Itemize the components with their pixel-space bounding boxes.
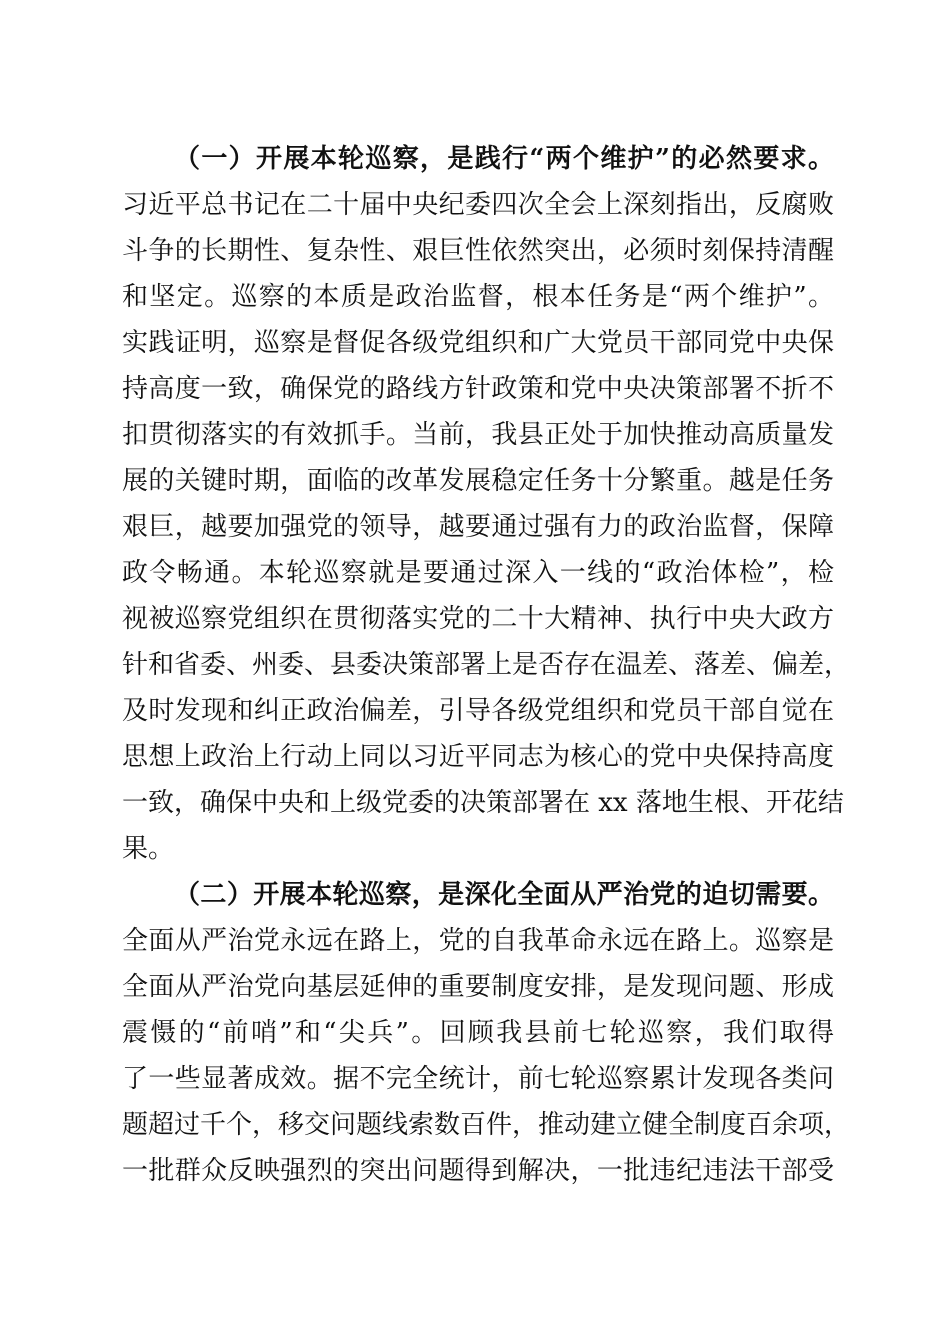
- paragraph-1-line: 习近平总书记在二十届中央纪委四次全会上深刻指出，反腐败: [122, 190, 834, 220]
- paragraph-2-line: 震慑的“前哨”和“尖兵”。回顾我县前七轮巡察，我们取得: [122, 1018, 834, 1048]
- paragraph-2-line: 题超过千个，移交问题线索数百件，推动建立健全制度百余项，: [122, 1110, 851, 1140]
- paragraph-1-last-line: 果。: [122, 834, 175, 864]
- paragraph-2-line: 全面从严治党向基层延伸的重要制度安排，是发现问题、形成: [122, 972, 834, 1002]
- paragraph-1-line: 实践证明，巡察是督促各级党组织和广大党员干部同党中央保: [122, 328, 834, 358]
- paragraph-2-line: 一批群众反映强烈的突出问题得到解决，一批违纪违法干部受: [122, 1156, 834, 1186]
- paragraph-1-line: 斗争的长期性、复杂性、艰巨性依然突出，必须时刻保持清醒: [122, 236, 834, 266]
- paragraph-1-line: 持高度一致，确保党的路线方针政策和党中央决策部署不折不: [122, 374, 834, 404]
- paragraph-1-line: 视被巡察党组织在贯彻落实党的二十大精神、执行中央大政方: [122, 604, 834, 634]
- paragraph-1-heading: [174, 136, 834, 182]
- paragraph-1-line: 扣贯彻落实的有效抓手。当前，我县正处于加快推动高质量发: [122, 420, 834, 450]
- paragraph-2-heading-text: （二）开展本轮巡察，是深化全面从严治党的迫切需要。: [174, 880, 834, 910]
- paragraph-1-line: 针和省委、州委、县委决策部署上是否存在温差、落差、偏差，: [122, 650, 851, 680]
- paragraph-1-line: 和坚定。巡察的本质是政治监督，根本任务是“两个维护”。: [122, 282, 834, 312]
- paragraph-1-heading-text: （一）开展本轮巡察，是践行“两个维护”的必然要求。: [174, 144, 834, 174]
- paragraph-2-heading: [174, 872, 834, 918]
- paragraph-2-line: 全面从严治党永远在路上，党的自我革命永远在路上。巡察是: [122, 926, 834, 956]
- paragraph-1-line: 艰巨，越要加强党的领导，越要通过强有力的政治监督，保障: [122, 512, 834, 542]
- paragraph-1-line: 及时发现和纠正政治偏差，引导各级党组织和党员干部自觉在: [122, 696, 834, 726]
- paragraph-1-line: 政令畅通。本轮巡察就是要通过深入一线的“政治体检”，检: [122, 558, 834, 588]
- paragraph-1-line: 展的关键时期，面临的改革发展稳定任务十分繁重。越是任务: [122, 466, 834, 496]
- paragraph-1-line: 思想上政治上行动上同以习近平同志为核心的党中央保持高度: [122, 742, 834, 772]
- paragraph-1-line: 一致，确保中央和上级党委的决策部署在 xx 落地生根、开花结: [122, 788, 844, 818]
- paragraph-2-line: 了一些显著成效。据不完全统计，前七轮巡察累计发现各类问: [122, 1064, 834, 1094]
